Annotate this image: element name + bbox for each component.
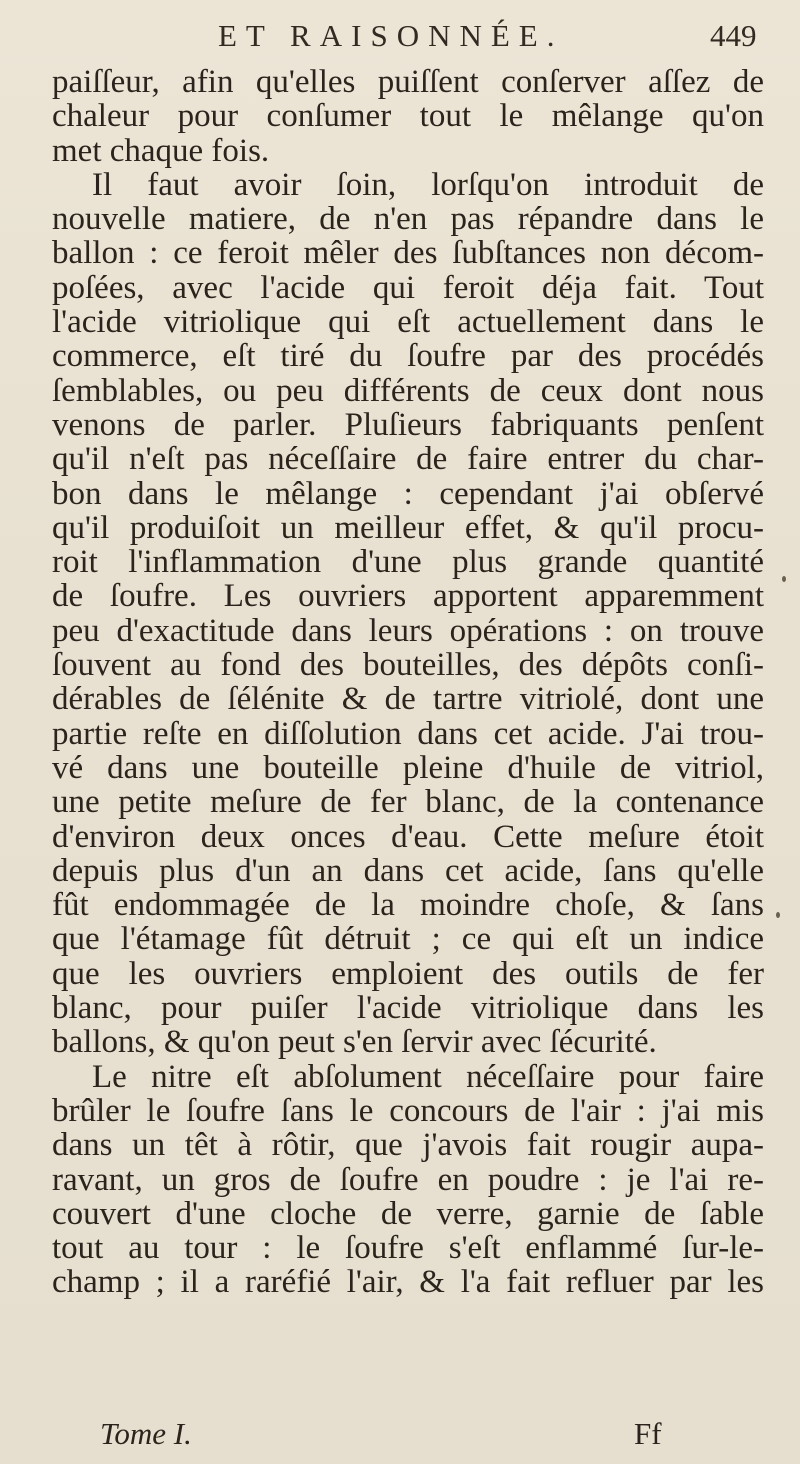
- text-line: nouvelle matiere, de n'en pas répandre dans le: [52, 201, 764, 238]
- text-line: une petite meſure de fer blanc, de la contenance: [52, 784, 764, 821]
- paragraph-start-line: Le nitre eſt abſolument néceſſaire pour faire: [92, 1058, 764, 1095]
- text-line: ballons, & qu'on peut s'en ſervir avec ſécurité.: [52, 1024, 657, 1061]
- text-line: que les ouvriers emploient des outils de fer: [52, 955, 764, 992]
- text-line: dans un têt à rôtir, que j'avois fait rougir aupa-: [52, 1127, 764, 1164]
- text-line: qu'il produiſoit un meilleur effet, & qu'il procu-: [52, 509, 764, 546]
- text-line: qu'il n'eſt pas néceſſaire de faire entrer du char-: [52, 441, 764, 478]
- paper-speck: [776, 912, 780, 918]
- text-line: tout au tour : le ſoufre s'eſt enflammé ſur-le-: [52, 1230, 764, 1267]
- text-line: vé dans une bouteille pleine d'huile de vitriol,: [52, 749, 764, 786]
- page-footer: [0, 1416, 800, 1456]
- paper-speck: [782, 576, 786, 582]
- text-line: peu d'exactitude dans leurs opérations : on trouve: [52, 612, 764, 649]
- text-line: chaleur pour conſumer tout le mêlange qu'on: [52, 98, 764, 135]
- text-line: brûler le ſoufre ſans le concours de l'air : j'ai mis: [52, 1092, 764, 1129]
- text-line: ſouvent au fond des bouteilles, des dépôts conſi-: [52, 647, 764, 684]
- text-line: met chaque fois.: [52, 132, 270, 169]
- running-head: ET RAISONNÉE.: [218, 18, 564, 53]
- text-line: d'environ deux onces d'eau. Cette meſure étoit: [52, 818, 764, 855]
- text-line: bon dans le mêlange : cependant j'ai obſervé: [52, 475, 764, 512]
- page-header: [0, 14, 800, 58]
- text-line: champ ; il a raréfié l'air, & l'a fait refluer par les: [52, 1264, 764, 1301]
- signature-mark: Ff: [634, 1416, 662, 1451]
- text-line: l'acide vitriolique qui eſt actuellement dans le: [52, 304, 764, 341]
- text-line: partie reſte en diſſolution dans cet acide. J'ai trou-: [52, 715, 764, 752]
- text-line: fût endommagée de la moindre choſe, & ſans: [52, 887, 764, 924]
- text-line: venons de parler. Pluſieurs fabriquants penſent: [52, 406, 764, 443]
- paragraph-start-line: Il faut avoir ſoin, lorſqu'on introduit de: [92, 166, 764, 203]
- text-line: paiſſeur, afin qu'elles puiſſent conſerver aſſez de: [52, 64, 764, 100]
- text-line: de ſoufre. Les ouvriers apportent apparemment: [52, 578, 764, 615]
- text-line: couvert d'une cloche de verre, garnie de ſable: [52, 1195, 764, 1232]
- text-line: commerce, eſt tiré du ſoufre par des procédés: [52, 338, 764, 375]
- text-line: blanc, pour puiſer l'acide vitriolique dans les: [52, 990, 764, 1027]
- text-line: roit l'inflammation d'une plus grande quantité: [52, 544, 764, 581]
- text-line: ballon : ce feroit mêler des ſubſtances non décom-: [52, 235, 764, 272]
- volume-label: Tome I.: [100, 1416, 192, 1451]
- text-line: dérables de ſélénite & de tartre vitriolé, dont une: [52, 681, 764, 718]
- page-number: 449: [710, 18, 757, 53]
- text-line: ravant, un gros de ſoufre en poudre : je l'ai re-: [52, 1161, 764, 1198]
- text-line: poſées, avec l'acide qui feroit déja fait. Tout: [52, 269, 764, 306]
- body-text: [52, 65, 764, 1300]
- text-line: que l'étamage fût détruit ; ce qui eſt un indice: [52, 921, 764, 958]
- text-line: ſemblables, ou peu différents de ceux dont nous: [52, 372, 764, 409]
- text-line: depuis plus d'un an dans cet acide, ſans qu'elle: [52, 852, 764, 889]
